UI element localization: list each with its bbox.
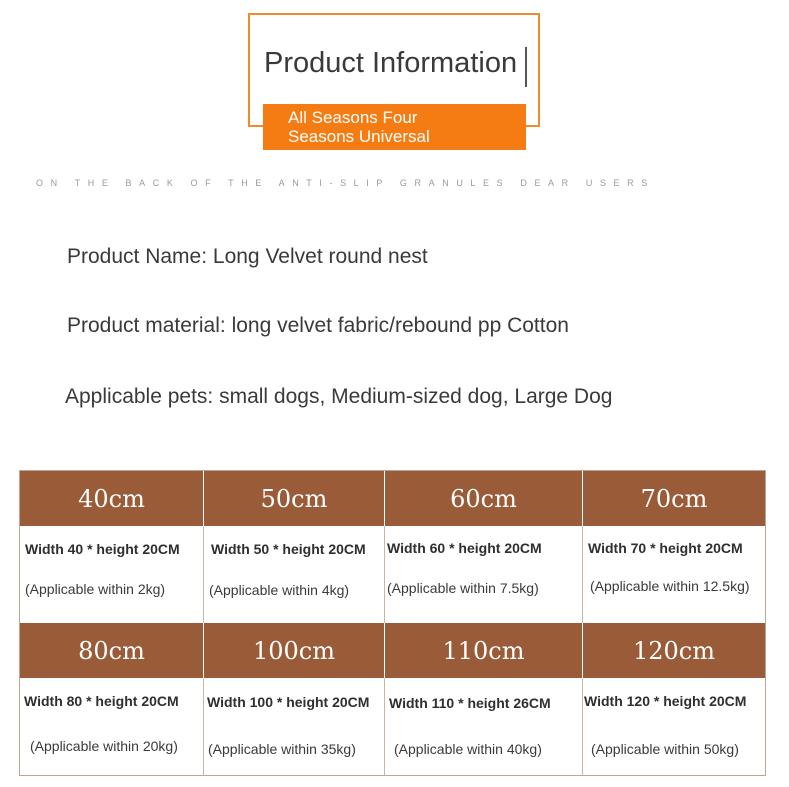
size-dims-70: Width 70 * height 20CM [588,540,743,556]
size-applicable-120: (Applicable within 50kg) [591,741,739,757]
size-dims-60: Width 60 * height 20CM [387,540,542,556]
divider [384,678,385,775]
banner-line-2: Seasons Universal [288,127,430,146]
divider [203,526,204,623]
size-header-40: 40cm [20,471,203,526]
size-header-80: 80cm [20,623,203,678]
size-applicable-100: (Applicable within 35kg) [208,741,356,757]
divider [582,526,583,623]
size-header-110: 110cm [385,623,582,678]
size-applicable-50: (Applicable within 4kg) [209,582,350,598]
size-dims-100: Width 100 * height 20CM [207,694,370,710]
season-banner [263,104,526,150]
size-dims-110: Width 110 * height 26CM [389,695,551,711]
divider [384,526,385,623]
page-title: Product Information [264,47,518,79]
applicable-pets: Applicable pets: small dogs, Medium-sized dog, Large Dog [65,385,613,408]
size-applicable-110: (Applicable within 40kg) [394,741,542,757]
text-cursor [525,47,527,87]
size-applicable-60: (Applicable within 7.5kg) [387,580,539,596]
size-header-70: 70cm [583,471,765,526]
product-material: Product material: long velvet fabric/rebound pp Cotton [67,314,569,337]
divider [203,678,204,775]
size-dims-40: Width 40 * height 20CM [25,541,180,557]
size-dims-50: Width 50 * height 20CM [211,541,366,557]
size-table [19,470,766,776]
size-applicable-80: (Applicable within 20kg) [30,738,178,754]
size-dims-120: Width 120 * height 20CM [584,693,747,709]
banner-line-1: All Seasons Four [288,108,418,127]
size-applicable-40: (Applicable within 2kg) [25,581,166,597]
product-name: Product Name: Long Velvet round nest [67,245,428,268]
size-applicable-70: (Applicable within 12.5kg) [590,578,750,594]
size-header-120: 120cm [583,623,765,678]
size-header-100: 100cm [204,623,384,678]
divider [582,678,583,775]
size-header-50: 50cm [204,471,384,526]
size-header-60: 60cm [385,471,582,526]
tagline: ON THE BACK OF THE ANTI-SLIP GRANULES DEAR USERS [36,178,655,188]
size-dims-80: Width 80 * height 20CM [24,693,179,709]
